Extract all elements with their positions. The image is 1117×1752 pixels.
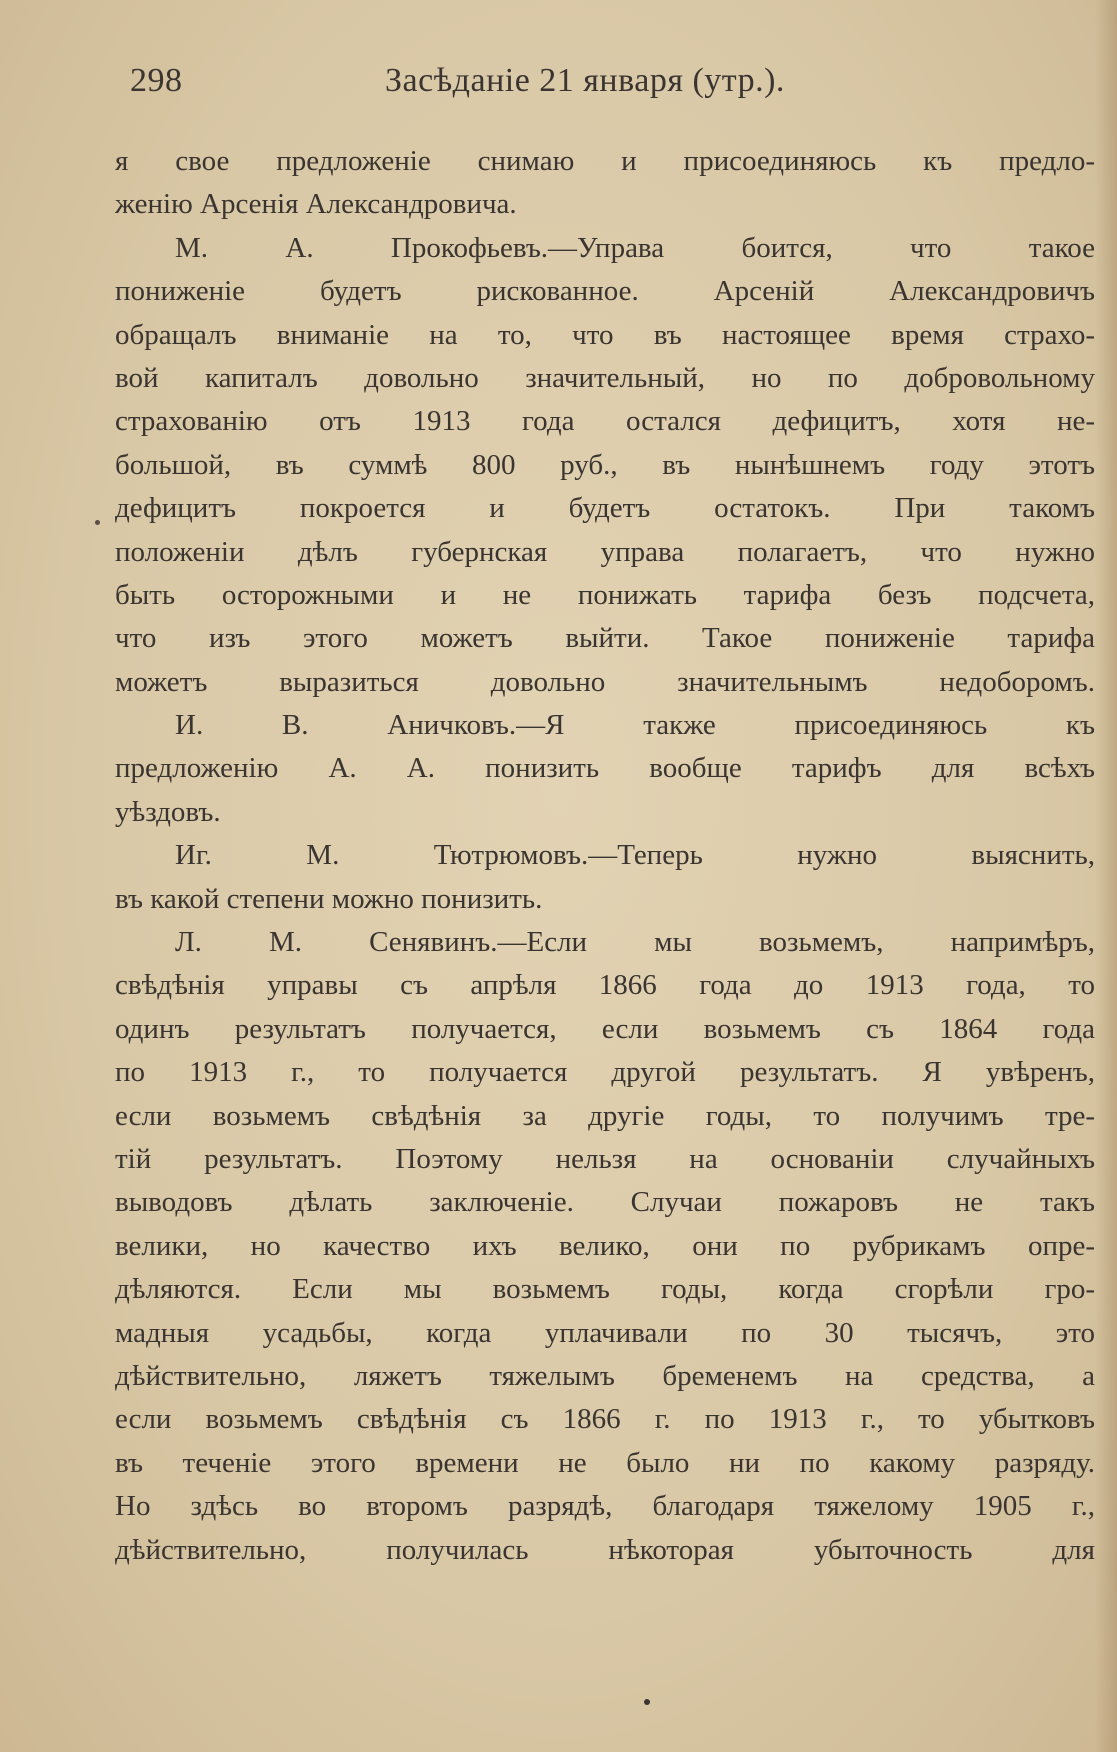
running-head: Засѣданіе 21 января (утр.).: [385, 62, 785, 99]
printer-mark: [644, 1699, 650, 1705]
text-line: дѣйствительно, ляжетъ тяжелымъ бременемъ на средства, а: [115, 1359, 1095, 1392]
text-line: предложенію А. А. понизить вообще тарифъ для всѣхъ: [115, 752, 1095, 785]
text-line: мадныя усадьбы, когда уплачивали по 30 тысячъ, это: [115, 1316, 1095, 1349]
text-line: положеніи дѣлъ губернская управа полагаетъ, что нужно: [115, 535, 1095, 568]
text-line: свѣдѣнія управы съ апрѣля 1866 года до 1913 года, то: [115, 969, 1095, 1002]
text-line: тій результатъ. Поэтому нельзя на основаніи случайныхъ: [115, 1142, 1095, 1175]
text-line: Но здѣсь во второмъ разрядѣ, благодаря тяжелому 1905 г.,: [115, 1490, 1095, 1523]
text-line: дѣйствительно, получилась нѣкоторая убыточность для: [115, 1533, 1095, 1566]
text-line: уѣздовъ.: [115, 795, 221, 828]
text-line: можетъ выразиться довольно значительнымъ недоборомъ.: [115, 665, 1095, 698]
text-line: М. А. Прокофьевъ.—Управа боится, что такое: [175, 231, 1095, 264]
page-edge-shadow: [1095, 0, 1117, 1752]
text-line: я свое предложеніе снимаю и присоединяюсь къ предло-: [115, 145, 1095, 177]
text-line: въ какой степени можно понизить.: [115, 882, 543, 915]
text-line: большой, въ суммѣ 800 руб., въ нынѣшнемъ году этотъ: [115, 448, 1095, 481]
page-number: 298: [130, 62, 183, 99]
text-line: въ теченіе этого времени не было ни по какому разряду.: [115, 1446, 1095, 1479]
text-line: если возьмемъ свѣдѣнія за другіе годы, то получимъ тре-: [115, 1099, 1095, 1132]
text-line: Л. М. Сенявинъ.—Если мы возьмемъ, напримѣръ,: [175, 926, 1095, 959]
text-line: выводовъ дѣлать заключеніе. Случаи пожаровъ не такъ: [115, 1186, 1095, 1219]
margin-mark: [95, 520, 100, 525]
text-line: дѣляются. Если мы возьмемъ годы, когда сгорѣли гро-: [115, 1273, 1095, 1306]
body-text: [115, 140, 1095, 1572]
text-line: что изъ этого можетъ выйти. Такое пониженіе тарифа: [115, 622, 1095, 655]
text-line: обращалъ вниманіе на то, что въ настоящее время страхо-: [115, 318, 1095, 351]
text-line: Иг. М. Тютрюмовъ.—Теперь нужно выяснить,: [175, 839, 1095, 872]
text-line: страхованію отъ 1913 года остался дефицитъ, хотя не-: [115, 405, 1095, 438]
text-line: одинъ результатъ получается, если возьмемъ съ 1864 года: [115, 1012, 1095, 1045]
text-line: вой капиталъ довольно значительный, но по добровольному: [115, 361, 1095, 394]
text-line: если возьмемъ свѣдѣнія съ 1866 г. по 1913 г., то убытковъ: [115, 1403, 1095, 1436]
page-header: [130, 62, 930, 112]
text-line: пониженіе будетъ рискованное. Арсеній Александровичъ: [115, 275, 1095, 308]
text-line: быть осторожными и не понижать тарифа безъ подсчета,: [115, 578, 1095, 611]
text-line: велики, но качество ихъ велико, они по рубрикамъ опре-: [115, 1229, 1095, 1262]
text-line: женію Арсенія Александровича.: [115, 188, 517, 221]
text-line: И. В. Аничковъ.—Я также присоединяюсь къ: [175, 709, 1095, 742]
text-line: по 1913 г., то получается другой результатъ. Я увѣренъ,: [115, 1056, 1095, 1089]
text-line: дефицитъ покроется и будетъ остатокъ. При такомъ: [115, 492, 1095, 525]
